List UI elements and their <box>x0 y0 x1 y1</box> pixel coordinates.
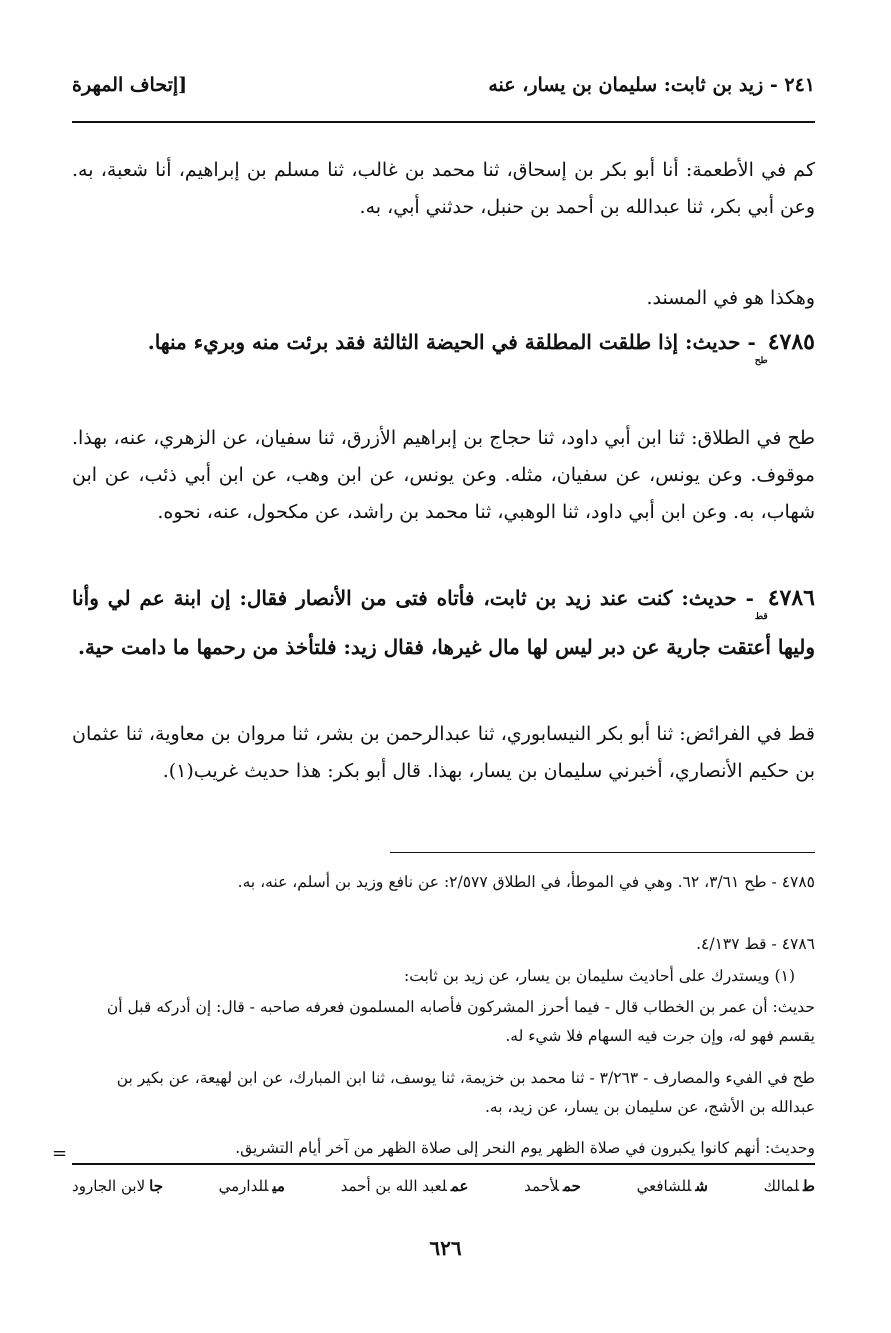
key-item: عملعبد الله بن أحمد <box>340 1177 469 1195</box>
hadith-number: ٤٧٨٦ <box>767 585 815 611</box>
footnote-1-source: طح في الفيء والمصارف - ٣/٢٦٣ - ثنا محمد بن خزيمة، ثنا يوسف، ثنا ابن المبارك، عن ابن لهيعة، عن بكير بن عبدالله بن الأشج، عن سليمان بن يسار، عن زيد، به. <box>116 1069 815 1116</box>
footnote-4785: ٤٧٨٥ - طح ٣/٦١، ٦٢. وهي في الموطأ، في الطلاق ٢/٥٧٧: عن نافع وزيد بن أسلم، عنه، به. <box>237 873 815 891</box>
header-rule <box>72 121 815 123</box>
key-rule <box>72 1163 815 1165</box>
paragraph-4: قط في الفرائض: ثنا أبو بكر النيسابوري، ثنا عبدالرحمن بن بشر، ثنا مروان بن معاوية، ثنا عثمان بن حكيم الأنصاري، أخبرني سليمان بن يسار، بهذا. قال أبو بكر: هذا حديث غريب(١). <box>72 723 815 782</box>
hadith-number: ٤٧٨٥ <box>767 329 815 355</box>
hadith-text: - حديث: إذا طلقت المطلقة في الحيضة الثالثة فقد برئت منه وبريء منها. <box>147 330 756 354</box>
key-item: ميللدارمي <box>218 1177 285 1195</box>
running-header <box>72 70 815 110</box>
continuation-mark: = <box>52 1143 68 1164</box>
footnote-separator <box>390 852 815 853</box>
chapter-title: ٢٤١ - زيد بن ثابت: سليمان بن يسار، عنه <box>488 74 815 96</box>
key-item: جالابن الجارود <box>72 1177 163 1195</box>
footnote-1: (١) ويستدرك على أحاديث سليمان بن يسار، عن زيد بن ثابت: <box>404 967 795 985</box>
source-sigil: طح <box>754 356 768 366</box>
hadith-4785 <box>72 322 815 367</box>
footnote-4786: ٤٧٨٦ - قط ٤/١٣٧. <box>696 935 815 953</box>
footnote-1-hadith: حديث: أن عمر بن الخطاب قال - فيما أحرز المشركون فأصابه المسلمون فعرفه صاحبه - قال: إن أدركه قبل أن يقسم فهو له، وإن جرت فيه السهام فلا شيء له. <box>106 998 815 1045</box>
paragraph-3: طح في الطلاق: ثنا ابن أبي داود، ثنا حجاج بن إبراهيم الأزرق، ثنا سفيان، عن الزهري، عنه، بهذا. موقوف. وعن يونس، عن سفيان، مثله. وعن يونس، عن ابن وهب، عن ابن أبي ذئب، عن ابن شهاب، به. وعن ابن أبي داود، ثنا الوهبي، ثنا محمد بن راشد، عن مكحول، عنه، نحوه. <box>72 427 815 523</box>
source-sigil: قط <box>754 612 768 622</box>
hadith-text: - حديث: كنت عند زيد بن ثابت، فأتاه فتى من الأنصار فقال: إن ابنة عم لي وأنا وليها أعتقت جارية عن دبر ليس لها مال غيرها، فقال زيد: فلتأخذ من رحمها ما دامت حية. <box>72 586 815 659</box>
page-number: ٦٢٦ <box>429 1236 462 1260</box>
paragraph-2: وهكذا هو في المسند. <box>646 287 815 309</box>
footnote-1-hadith-2: وحديث: أنهم كانوا يكبرون في صلاة الظهر يوم النحر إلى صلاة الظهر من آخر أيام التشريق. <box>235 1139 815 1157</box>
key-item: طلمالك <box>763 1177 815 1195</box>
abbreviation-key <box>72 1177 815 1195</box>
paragraph-1: كم في الأطعمة: أنا أبو بكر بن إسحاق، ثنا محمد بن غالب، ثنا مسلم بن إبراهيم، أنا شعبة، به. وعن أبي بكر، ثنا عبدالله بن أحمد بن حنبل، حدثني أبي، به. <box>72 159 815 218</box>
book-title: [إتحاف المهرة <box>72 74 188 96</box>
key-item: شللشافعي <box>636 1177 708 1195</box>
hadith-4786 <box>72 576 815 669</box>
key-item: حملأحمد <box>524 1177 581 1195</box>
